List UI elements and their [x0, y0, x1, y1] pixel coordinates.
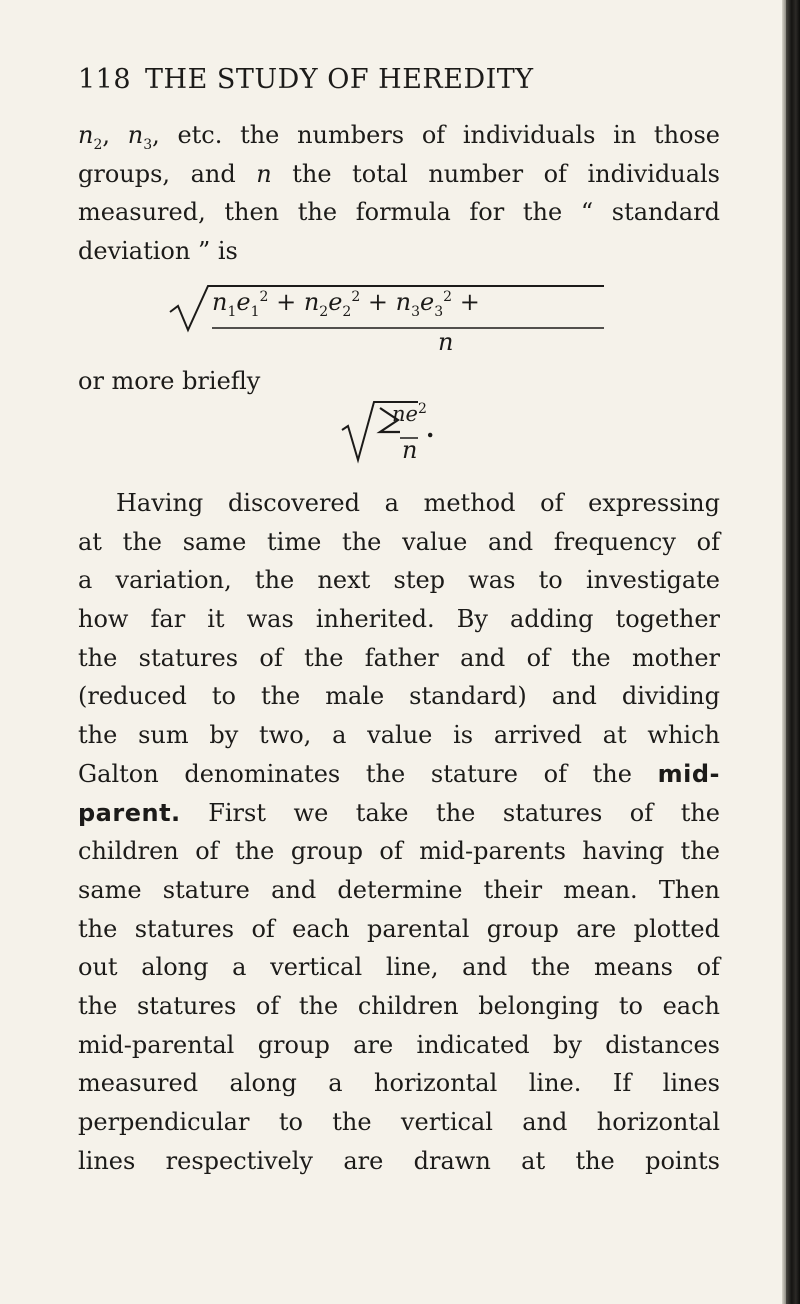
para-line-18: lines respectively are drawn at the points	[78, 1146, 720, 1175]
text-line-1: $n_2$, $n_3$, etc. the numbers of individuals in those	[78, 121, 721, 153]
para-line-7: the sum by two, a value is arrived at which	[78, 721, 720, 750]
para-line-10: children of the group of mid-parents having the	[78, 837, 720, 866]
or-briefly-text: or more briefly	[78, 367, 261, 395]
para-line-2: at the same time the value and frequency of	[78, 527, 720, 556]
brief-formula	[340, 400, 460, 466]
main-paragraph	[78, 484, 720, 1180]
para-line-12: the statures of each parental group are plotted	[78, 914, 720, 943]
para-line-4: how far it was inherited. By adding together	[78, 605, 720, 634]
parent-term: parent.	[78, 798, 181, 827]
text-line-4: deviation ” is	[78, 237, 238, 266]
text-line-3: measured, then the formula for the “ standard	[78, 198, 720, 227]
para-line-17: perpendicular to the vertical and horizontal	[78, 1108, 720, 1136]
brief-denominator: n	[402, 436, 418, 464]
formula-numerator: $n_1e_1^2 + n_2e_2^2 + n_3e_3^2$ +	[212, 288, 480, 320]
brief-numerator: $ne^2$	[392, 401, 427, 426]
formula-denominator: n	[438, 328, 454, 356]
book-edge	[786, 0, 800, 1304]
para-line-16: measured along a horizontal line. If lines	[78, 1069, 720, 1098]
para-line-11: same stature and determine their mean. Then	[78, 875, 720, 904]
para-line-13: out along a vertical line, and the means of	[78, 953, 720, 982]
para-line-3: a variation, the next step was to investigate	[78, 566, 720, 595]
para-line-8: Galton denominates the stature of the mid-	[78, 759, 720, 788]
para-line-6: (reduced to the male standard) and dividing	[78, 682, 720, 711]
page-number: 118	[78, 64, 132, 95]
para-line-1: Having discovered a method of expressing	[116, 489, 720, 517]
para-line-9: parent. First we take the statures of the	[78, 798, 720, 827]
running-title: THE STUDY OF HEREDITY	[145, 64, 534, 95]
standard-deviation-formula	[168, 284, 608, 364]
brief-period: .	[426, 414, 435, 443]
para-line-14: the statures of the children belonging to each	[78, 991, 720, 1020]
para-line-5: the statures of the father and of the mother	[78, 643, 720, 672]
intro-text	[78, 116, 720, 271]
text-line-2: groups, and n the total number of individuals	[78, 159, 720, 188]
para-line-15: mid-parental group are indicated by distances	[78, 1030, 720, 1059]
running-header	[78, 64, 534, 95]
mid-term: mid-	[657, 759, 720, 788]
